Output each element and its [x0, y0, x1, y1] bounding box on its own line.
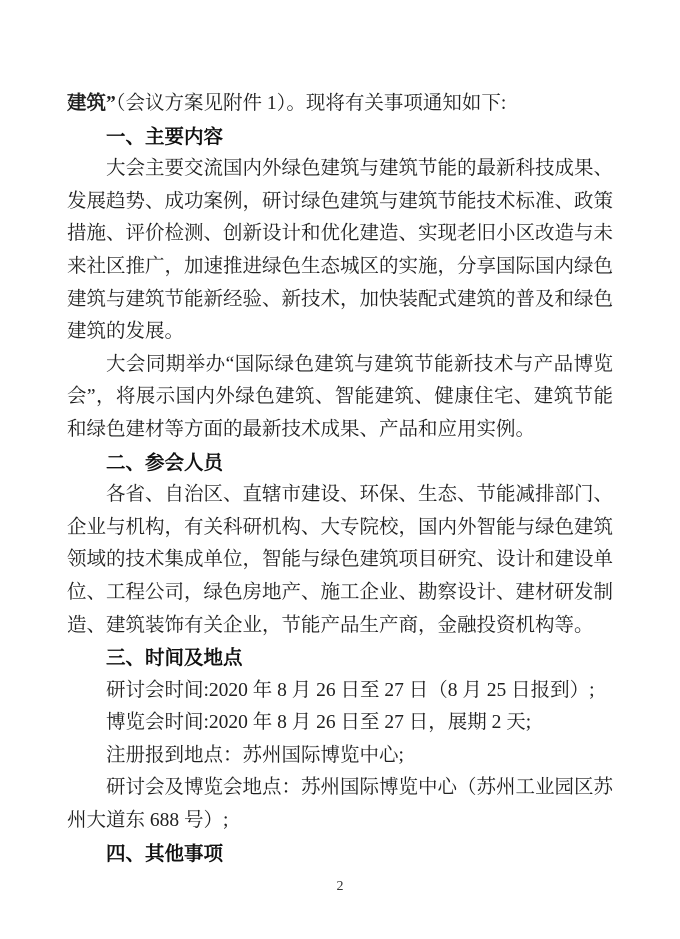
section-heading-other-matters: 四、其他事项 [106, 842, 224, 865]
body-paragraph: 大会同期举办“国际绿色建筑与建筑节能新技术与产品博览会”，将展示国内外绿色建筑、智能建筑、健康住宅、建筑节能和绿色建材等方面的最新技术成果、产品和应用实例。 [67, 353, 613, 440]
body-paragraph: 大会主要交流国内外绿色建筑与建筑节能的最新科技成果、发展趋势、成功案例，研讨绿色建筑与建筑节能技术标准、政策措施、评价检测、创新设计和优化建造、实现老旧小区改造与未来社区推广，加速推进绿色生态城区的实施，分享国际国内绿色建筑与建筑节能新经验、新技术，加快装配式建筑的普及和绿色建筑的发展。 [67, 158, 614, 343]
document-content [67, 88, 613, 870]
registration-location-line: 注册报到地点：苏州国际博览中心; [106, 744, 404, 766]
intro-rest-text: （会议方案见附件 1）。现将有关事项通知如下: [115, 93, 507, 114]
section-heading-participants: 二、参会人员 [106, 451, 224, 474]
venue-location-line: 研讨会及博览会地点：苏州国际博览中心（苏州工业园区苏州大道东 688 号）; [67, 777, 614, 832]
section-heading-time-location: 三、时间及地点 [106, 647, 243, 670]
page-number: 2 [336, 879, 344, 894]
intro-bold-lead: 建筑” [67, 93, 116, 114]
seminar-time-line: 研讨会时间:2020 年 8 月 26 日至 27 日（8 月 25 日报到）; [106, 679, 595, 701]
section-heading-main-content: 一、主要内容 [106, 125, 224, 148]
intro-paragraph [67, 88, 613, 121]
expo-time-line: 博览会时间:2020 年 8 月 26 日至 27 日，展期 2 天; [106, 712, 532, 734]
body-paragraph: 各省、自治区、直辖市建设、环保、生态、节能减排部门、企业与机构，有关科研机构、大专院校，国内外智能与绿色建筑领域的技术集成单位，智能与绿色建筑项目研究、设计和建设单位、工程公司，绿色房地产、施工企业、勘察设计、建材研发制造、建筑装饰有关企业，节能产品生产商，金融投资机构等。 [67, 484, 614, 636]
